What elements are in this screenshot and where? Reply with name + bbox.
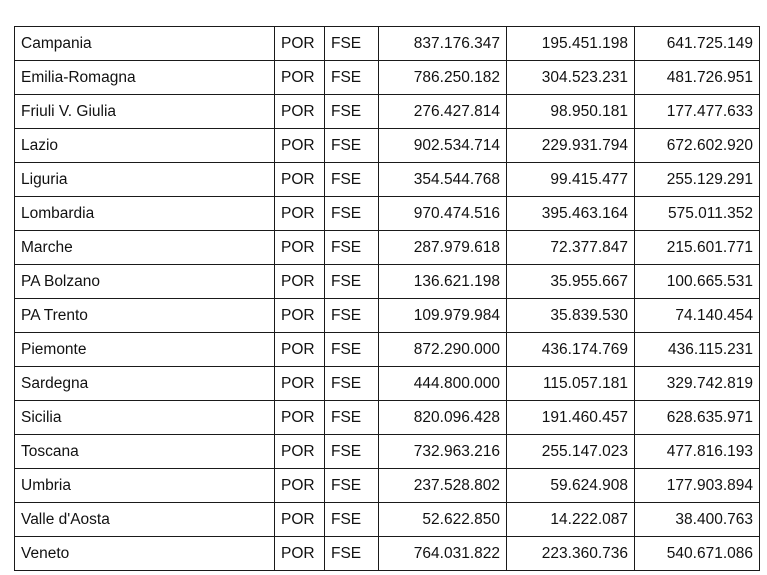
table-row	[15, 163, 760, 197]
table-row	[15, 129, 760, 163]
table-row	[15, 469, 760, 503]
amount-cell-2: 115.057.181	[507, 367, 635, 401]
program-cell: POR	[275, 129, 325, 163]
table-row	[15, 299, 760, 333]
amount-cell-1: 732.963.216	[379, 435, 507, 469]
amount-cell-3: 177.903.894	[635, 469, 760, 503]
fund-cell: FSE	[325, 469, 379, 503]
table-row	[15, 95, 760, 129]
fund-cell: FSE	[325, 299, 379, 333]
amount-cell-2: 35.955.667	[507, 265, 635, 299]
fund-cell: FSE	[325, 27, 379, 61]
region-cell: PA Trento	[15, 299, 275, 333]
amount-cell-1: 237.528.802	[379, 469, 507, 503]
program-cell: POR	[275, 27, 325, 61]
program-cell: POR	[275, 367, 325, 401]
fund-cell: FSE	[325, 333, 379, 367]
program-cell: POR	[275, 469, 325, 503]
amount-cell-3: 641.725.149	[635, 27, 760, 61]
funding-table	[14, 26, 760, 571]
amount-cell-1: 276.427.814	[379, 95, 507, 129]
amount-cell-3: 38.400.763	[635, 503, 760, 537]
region-cell: Lazio	[15, 129, 275, 163]
region-cell: PA Bolzano	[15, 265, 275, 299]
region-cell: Valle d'Aosta	[15, 503, 275, 537]
amount-cell-3: 255.129.291	[635, 163, 760, 197]
table-row	[15, 231, 760, 265]
table-row	[15, 401, 760, 435]
table-row	[15, 27, 760, 61]
table-row	[15, 537, 760, 571]
amount-cell-2: 255.147.023	[507, 435, 635, 469]
amount-cell-3: 672.602.920	[635, 129, 760, 163]
region-cell: Umbria	[15, 469, 275, 503]
program-cell: POR	[275, 163, 325, 197]
program-cell: POR	[275, 299, 325, 333]
fund-cell: FSE	[325, 401, 379, 435]
amount-cell-2: 195.451.198	[507, 27, 635, 61]
amount-cell-3: 329.742.819	[635, 367, 760, 401]
amount-cell-2: 436.174.769	[507, 333, 635, 367]
amount-cell-3: 481.726.951	[635, 61, 760, 95]
table-row	[15, 333, 760, 367]
program-cell: POR	[275, 197, 325, 231]
table-row	[15, 503, 760, 537]
amount-cell-2: 14.222.087	[507, 503, 635, 537]
amount-cell-2: 98.950.181	[507, 95, 635, 129]
amount-cell-1: 444.800.000	[379, 367, 507, 401]
amount-cell-2: 191.460.457	[507, 401, 635, 435]
amount-cell-3: 215.601.771	[635, 231, 760, 265]
amount-cell-1: 354.544.768	[379, 163, 507, 197]
table-body	[15, 27, 760, 571]
amount-cell-1: 764.031.822	[379, 537, 507, 571]
fund-cell: FSE	[325, 265, 379, 299]
amount-cell-2: 229.931.794	[507, 129, 635, 163]
amount-cell-3: 477.816.193	[635, 435, 760, 469]
amount-cell-1: 837.176.347	[379, 27, 507, 61]
amount-cell-1: 970.474.516	[379, 197, 507, 231]
fund-cell: FSE	[325, 61, 379, 95]
region-cell: Emilia-Romagna	[15, 61, 275, 95]
amount-cell-2: 59.624.908	[507, 469, 635, 503]
program-cell: POR	[275, 265, 325, 299]
amount-cell-2: 304.523.231	[507, 61, 635, 95]
program-cell: POR	[275, 435, 325, 469]
amount-cell-1: 872.290.000	[379, 333, 507, 367]
program-cell: POR	[275, 231, 325, 265]
region-cell: Campania	[15, 27, 275, 61]
fund-cell: FSE	[325, 435, 379, 469]
amount-cell-2: 395.463.164	[507, 197, 635, 231]
amount-cell-3: 628.635.971	[635, 401, 760, 435]
amount-cell-3: 575.011.352	[635, 197, 760, 231]
program-cell: POR	[275, 537, 325, 571]
amount-cell-1: 136.621.198	[379, 265, 507, 299]
region-cell: Lombardia	[15, 197, 275, 231]
fund-cell: FSE	[325, 163, 379, 197]
region-cell: Liguria	[15, 163, 275, 197]
fund-cell: FSE	[325, 503, 379, 537]
program-cell: POR	[275, 401, 325, 435]
amount-cell-1: 820.096.428	[379, 401, 507, 435]
table-row	[15, 61, 760, 95]
table-row	[15, 265, 760, 299]
amount-cell-1: 786.250.182	[379, 61, 507, 95]
fund-cell: FSE	[325, 95, 379, 129]
region-cell: Sicilia	[15, 401, 275, 435]
amount-cell-3: 540.671.086	[635, 537, 760, 571]
region-cell: Toscana	[15, 435, 275, 469]
region-cell: Sardegna	[15, 367, 275, 401]
region-cell: Veneto	[15, 537, 275, 571]
amount-cell-1: 287.979.618	[379, 231, 507, 265]
program-cell: POR	[275, 61, 325, 95]
fund-cell: FSE	[325, 537, 379, 571]
region-cell: Marche	[15, 231, 275, 265]
program-cell: POR	[275, 503, 325, 537]
amount-cell-2: 35.839.530	[507, 299, 635, 333]
table-row	[15, 367, 760, 401]
program-cell: POR	[275, 95, 325, 129]
amount-cell-3: 177.477.633	[635, 95, 760, 129]
region-cell: Friuli V. Giulia	[15, 95, 275, 129]
amount-cell-1: 52.622.850	[379, 503, 507, 537]
funding-table-container	[14, 26, 760, 571]
amount-cell-3: 74.140.454	[635, 299, 760, 333]
fund-cell: FSE	[325, 197, 379, 231]
amount-cell-3: 100.665.531	[635, 265, 760, 299]
amount-cell-3: 436.115.231	[635, 333, 760, 367]
table-row	[15, 435, 760, 469]
amount-cell-1: 902.534.714	[379, 129, 507, 163]
table-row	[15, 197, 760, 231]
program-cell: POR	[275, 333, 325, 367]
fund-cell: FSE	[325, 129, 379, 163]
amount-cell-2: 99.415.477	[507, 163, 635, 197]
amount-cell-2: 223.360.736	[507, 537, 635, 571]
fund-cell: FSE	[325, 231, 379, 265]
fund-cell: FSE	[325, 367, 379, 401]
amount-cell-1: 109.979.984	[379, 299, 507, 333]
region-cell: Piemonte	[15, 333, 275, 367]
amount-cell-2: 72.377.847	[507, 231, 635, 265]
